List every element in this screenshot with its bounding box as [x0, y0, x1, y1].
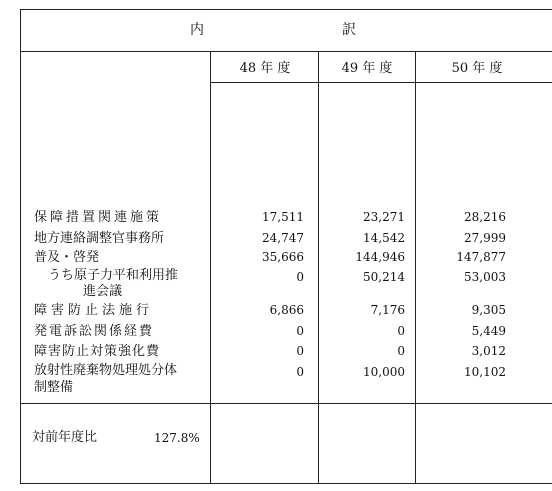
row-value-50: 28,216 — [464, 210, 506, 224]
row-label-continued: 制整備 — [34, 380, 74, 395]
row-label: 保障措置関連施策 — [34, 210, 163, 225]
yoy-ratio-label: 対前年度比 — [32, 430, 98, 445]
row-value-49: 14,542 — [363, 231, 405, 245]
row-value-50: 27,999 — [464, 231, 506, 245]
row-value-50: 10,102 — [464, 365, 506, 379]
row-value-48: 35,666 — [262, 250, 304, 264]
row-value-49: 50,214 — [363, 270, 405, 284]
header-rule — [20, 51, 552, 52]
row-value-50: 3,012 — [471, 344, 506, 358]
row-value-49: 10,000 — [363, 365, 405, 379]
year-header-50: 50 年 度 — [451, 61, 503, 76]
row-value-49: 0 — [397, 344, 405, 358]
row-label-continued: 進会議 — [83, 284, 123, 299]
row-value-48: 17,511 — [262, 210, 304, 224]
row-value-48: 0 — [296, 344, 304, 358]
row-value-49: 7,176 — [370, 303, 405, 317]
row-value-49: 23,271 — [363, 210, 405, 224]
yoy-ratio-value: 127.8% — [154, 431, 200, 445]
row-value-48: 0 — [296, 324, 304, 338]
year-header-49: 49 年 度 — [341, 61, 393, 76]
row-value-48: 6,866 — [269, 303, 304, 317]
row-value-48: 0 — [296, 270, 304, 284]
row-label: 発電訴訟関係経費 — [34, 324, 155, 339]
row-label: うち原子力平和利用推 — [48, 268, 179, 283]
row-label: 障害防止対策強化費 — [34, 344, 161, 359]
year-header-48: 48 年 度 — [239, 61, 291, 76]
row-value-50: 5,449 — [471, 324, 506, 338]
row-value-48: 0 — [296, 365, 304, 379]
col-divider-3 — [415, 51, 416, 483]
row-label: 障害防止法施行 — [34, 303, 154, 318]
bottom-rule — [20, 483, 552, 484]
row-label: 地方連絡調整官事務所 — [34, 231, 165, 246]
row-label: 普及・啓発 — [34, 250, 100, 265]
year-header-rule — [210, 82, 552, 83]
header-inner: 内 — [190, 22, 206, 38]
top-rule — [20, 9, 552, 10]
header-breakdown: 訳 — [342, 22, 358, 38]
col-divider-2 — [318, 51, 319, 483]
row-value-50: 9,305 — [471, 303, 506, 317]
footer-separator-rule — [20, 403, 552, 404]
row-value-50: 147,877 — [456, 250, 506, 264]
row-label: 放射性廃棄物処理処分体 — [34, 363, 178, 378]
col-divider-1 — [210, 51, 211, 483]
row-value-50: 53,003 — [464, 270, 506, 284]
row-value-49: 0 — [397, 324, 405, 338]
row-value-49: 144,946 — [355, 250, 405, 264]
row-value-48: 24,747 — [262, 231, 304, 245]
left-border — [20, 9, 21, 484]
